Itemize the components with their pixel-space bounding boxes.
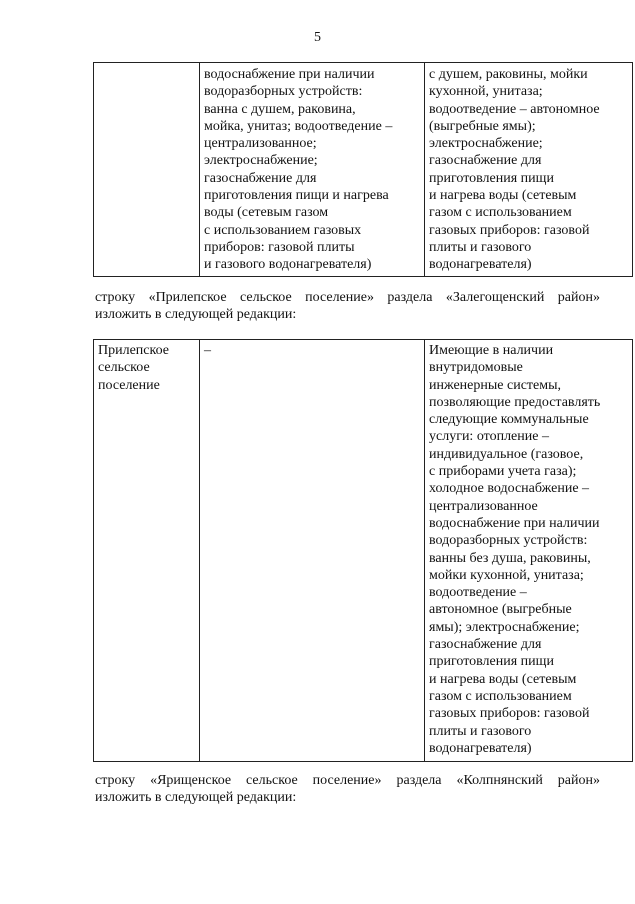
cell-text-line: мойка, унитаз; водоотведение –: [204, 118, 393, 134]
paragraph-line: изложить в следующей редакции:: [95, 307, 297, 322]
cell-text-line: внутридомовые: [429, 360, 523, 376]
amendment-paragraph-prilepskoe: [95, 289, 600, 323]
cell-text-line: поселение: [98, 377, 160, 393]
cell-text-line: холодное водоснабжение –: [429, 481, 590, 497]
cell-text-line: водоотведение –: [429, 585, 527, 601]
cell-text-line: следующие коммунальные: [429, 412, 589, 428]
table-row: [94, 63, 633, 277]
cell-text-line: услуги: отопление –: [429, 429, 549, 445]
cell-text-line: приготовления пищи: [429, 654, 554, 670]
page-number: 5: [314, 30, 321, 45]
cell-text-line: автономное (выгребные: [429, 602, 572, 618]
cell-text-line: Имеющие в наличии: [429, 343, 554, 358]
table-cell-autonomous-conditions: [425, 63, 633, 277]
prilepskoe-table: [93, 339, 633, 762]
cell-text-line: газовых приборов: газовой: [429, 706, 590, 722]
table-cell-autonomous-conditions: [425, 340, 633, 762]
cell-text-line: газовых приборов: газовой: [429, 222, 590, 238]
cell-text-line: и газового водонагревателя): [204, 257, 372, 273]
cell-text-line: газоснабжение для: [204, 170, 317, 186]
paragraph-line: изложить в следующей редакции:: [95, 790, 297, 805]
cell-text-line: ямы); электроснабжение;: [429, 619, 580, 635]
paragraph-line: строку «Прилепское сельское поселение» раздела «Залегощенский район»: [95, 290, 600, 305]
cell-text-line: электроснабжение;: [204, 153, 318, 169]
cell-text-line: плиты и газового: [429, 723, 532, 739]
cell-text-line: централизованное: [429, 498, 538, 514]
continued-table: [93, 62, 633, 277]
cell-text-line: кухонной, унитаза;: [429, 84, 543, 100]
cell-text-line: газоснабжение для: [429, 153, 542, 169]
cell-text-line: газом с использованием: [429, 205, 572, 221]
table-cell-settlement: [94, 63, 200, 277]
paragraph-line: строку «Ярищенское сельское поселение» раздела «Колпнянский район»: [95, 773, 600, 788]
amendment-paragraph-yarishchenskoe: [95, 772, 600, 806]
cell-text-line: воды (сетевым газом: [204, 205, 329, 221]
cell-text-line: водонагревателя): [429, 740, 532, 756]
cell-text-line: плиты и газового: [429, 239, 532, 255]
cell-text-line: газом с использованием: [429, 688, 572, 704]
cell-text-line: индивидуальное (газовое,: [429, 446, 584, 462]
cell-text-line: водоразборных устройств:: [204, 84, 363, 100]
cell-text-line: газоснабжение для: [429, 637, 542, 653]
cell-text-line: централизованное;: [204, 136, 317, 152]
cell-text-line: приготовления пищи: [429, 170, 554, 186]
table-row: [94, 340, 633, 762]
cell-text-line: позволяющие предоставлять: [429, 394, 601, 410]
cell-text-line: Прилепское: [98, 343, 169, 358]
table-cell-settlement-name: [94, 340, 200, 762]
table-cell-centralized-conditions: [200, 63, 425, 277]
cell-text-line: мойки кухонной, унитаза;: [429, 567, 584, 583]
cell-text-line: ванны без душа, раковины,: [429, 550, 591, 566]
cell-text-line: водоснабжение при наличии: [204, 67, 375, 82]
cell-text-line: и нагрева воды (сетевым: [429, 671, 577, 687]
cell-text-line: водоотведение – автономное: [429, 101, 600, 117]
cell-text-line: водоснабжение при наличии: [429, 515, 600, 531]
cell-text-line: водонагревателя): [429, 257, 532, 273]
cell-text-line: –: [204, 343, 211, 358]
cell-text-line: с душем, раковины, мойки: [429, 67, 588, 82]
cell-text-line: ванна с душем, раковина,: [204, 101, 356, 117]
cell-text-line: (выгребные ямы);: [429, 118, 536, 134]
cell-text-line: электроснабжение;: [429, 136, 543, 152]
cell-text-line: с приборами учета газа);: [429, 464, 577, 480]
cell-text-line: водоразборных устройств:: [429, 533, 588, 549]
cell-text-line: приготовления пищи и нагрева: [204, 188, 389, 204]
cell-text-line: приборов: газовой плиты: [204, 239, 355, 255]
cell-text-line: с использованием газовых: [204, 222, 362, 238]
cell-text-line: сельское: [98, 360, 150, 376]
cell-text-line: инженерные системы,: [429, 377, 562, 393]
table-cell-centralized-conditions: [200, 340, 425, 762]
cell-text-line: и нагрева воды (сетевым: [429, 188, 577, 204]
